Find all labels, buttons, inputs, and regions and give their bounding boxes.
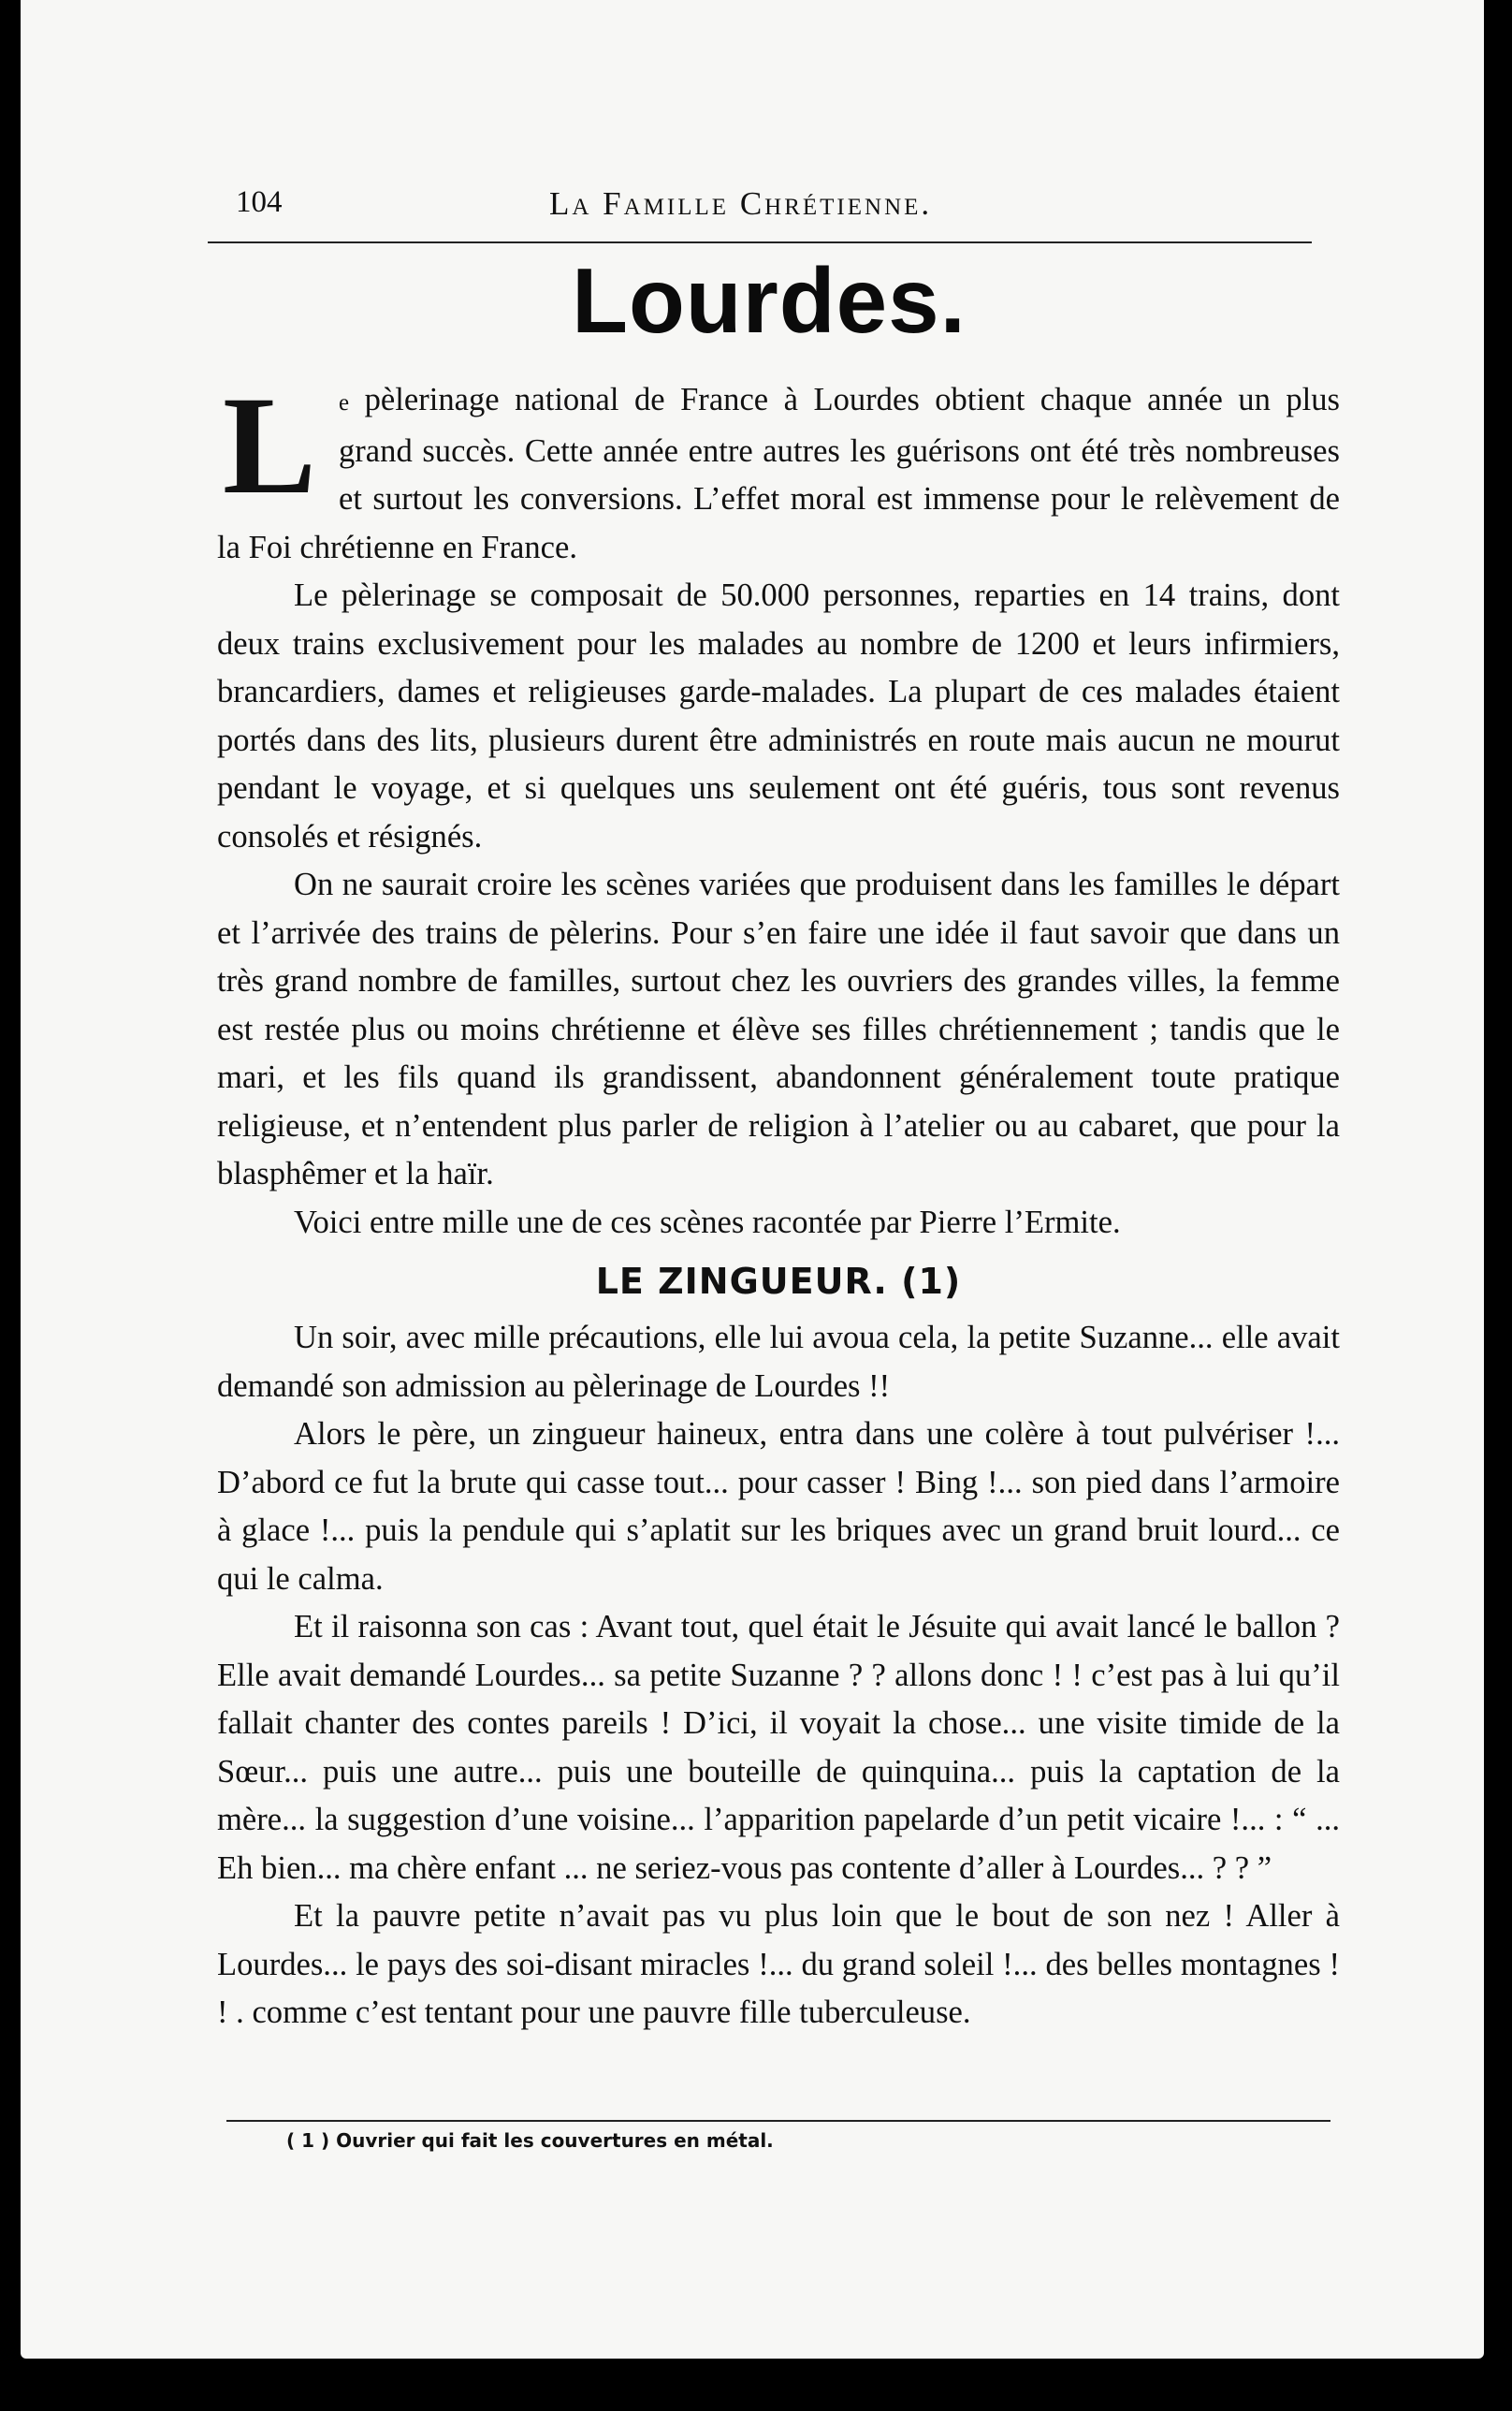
page-number: 104 [236, 185, 283, 219]
ornamental-dropcap: L [222, 368, 317, 523]
story-paragraph-2: Alors le père, un zingueur haineux, entra dans une colère à tout pulvériser !... D’abord ce fut la brute qui casse tout... pour casser ! Bing !... son pied dans l’armoire à glace !... puis la pendule qui s’aplatit sur les briques avec un grand bruit lourd... ce qui le calma. [217, 1416, 1340, 1597]
article-paragraph-1 [217, 368, 1340, 572]
running-header [208, 174, 1330, 230]
page-sheet [21, 0, 1484, 2359]
article-paragraph-2: Le pèlerinage se composait de 50.000 personnes, reparties en 14 trains, dont deux trains exclusivement pour les malades au nombre de 1200 et leurs infirmiers, brancardiers, dames et religieuses garde-malades. La plupart de ces malades étaient portés dans des lits, plusieurs durent être administrés en route mais aucun ne mourut pendant le voyage, et si quelques uns seulement ont été guéris, tous sont revenus consolés et résignés. [217, 577, 1340, 855]
story-paragraph-3: Et il raisonna son cas : Avant tout, quel était le Jésuite qui avait lancé le ballon ? Elle avait demandé Lourdes... sa petite Suzanne ? ? allons donc ! ! c’est pas à lui qu’il fallait chanter des contes pareils ! D’ici, il voyait la chose... une visite timide de la Sœur... puis une autre... puis une bouteille de quinquina... puis la captation de la mère... la suggestion d’une voisine... l’apparition papelarde d’un petit vicaire !... : “ ... Eh bien... ma chère enfant ... ne seriez-vous pas contente d’aller à Lourdes... ? ? ” [217, 1609, 1340, 1886]
dropcap-space [217, 368, 339, 523]
footnote: ( 1 ) Ouvrier qui fait les couvertures en métal. [286, 2129, 774, 2152]
article-body [217, 368, 1340, 2038]
paragraph-text: pèlerinage national de France à Lourdes obtient chaque année un plus grand succès. Cette année entre autres les guérisons ont été très nombreuses et surtout les conversions. L’effet moral est immense pour le relèvement de la Foi chrétienne en France. [217, 382, 1340, 565]
story-paragraph-4: Et la pauvre petite n’avait pas vu plus loin que le bout de son nez ! Aller à Lourdes... le pays des soi-disant miracles !... du grand soleil !... des belles montagnes ! ! . comme c’est tentant pour une pauvre fille tuberculeuse. [217, 1898, 1340, 2030]
story-subtitle: LE ZINGUEUR. (1) [595, 1261, 962, 1302]
footnote-rule [226, 2120, 1330, 2122]
first-word-rest: e [339, 390, 350, 416]
article-paragraph-4: Voici entre mille une de ces scènes racontée par Pierre l’Ermite. [294, 1204, 1121, 1240]
article-title: Lourdes. [572, 249, 967, 352]
header-rule [208, 241, 1312, 243]
story-paragraph-1: Un soir, avec mille précautions, elle lui avoua cela, la petite Suzanne... elle avait demandé son admission au pèlerinage de Lourdes !! [217, 1320, 1340, 1404]
article-paragraph-3: On ne saurait croire les scènes variées que produisent dans les familles le départ et l’arrivée des trains de pèlerins. Pour s’en faire une idée il faut savoir que dans un très grand nombre de familles, surtout chez les ouvriers des grandes villes, la femme est restée plus ou moins chrétienne et élève ses filles chrétiennement ; tandis que le mari, et les fils quand ils grandissent, abandonnent généralement toute pratique religieuse, et n’entendent plus parler de religion à l’atelier ou au cabaret, que pour la blasphêmer et la haïr. [217, 867, 1340, 1191]
running-title: La Famille Chrétienne. [549, 185, 933, 222]
